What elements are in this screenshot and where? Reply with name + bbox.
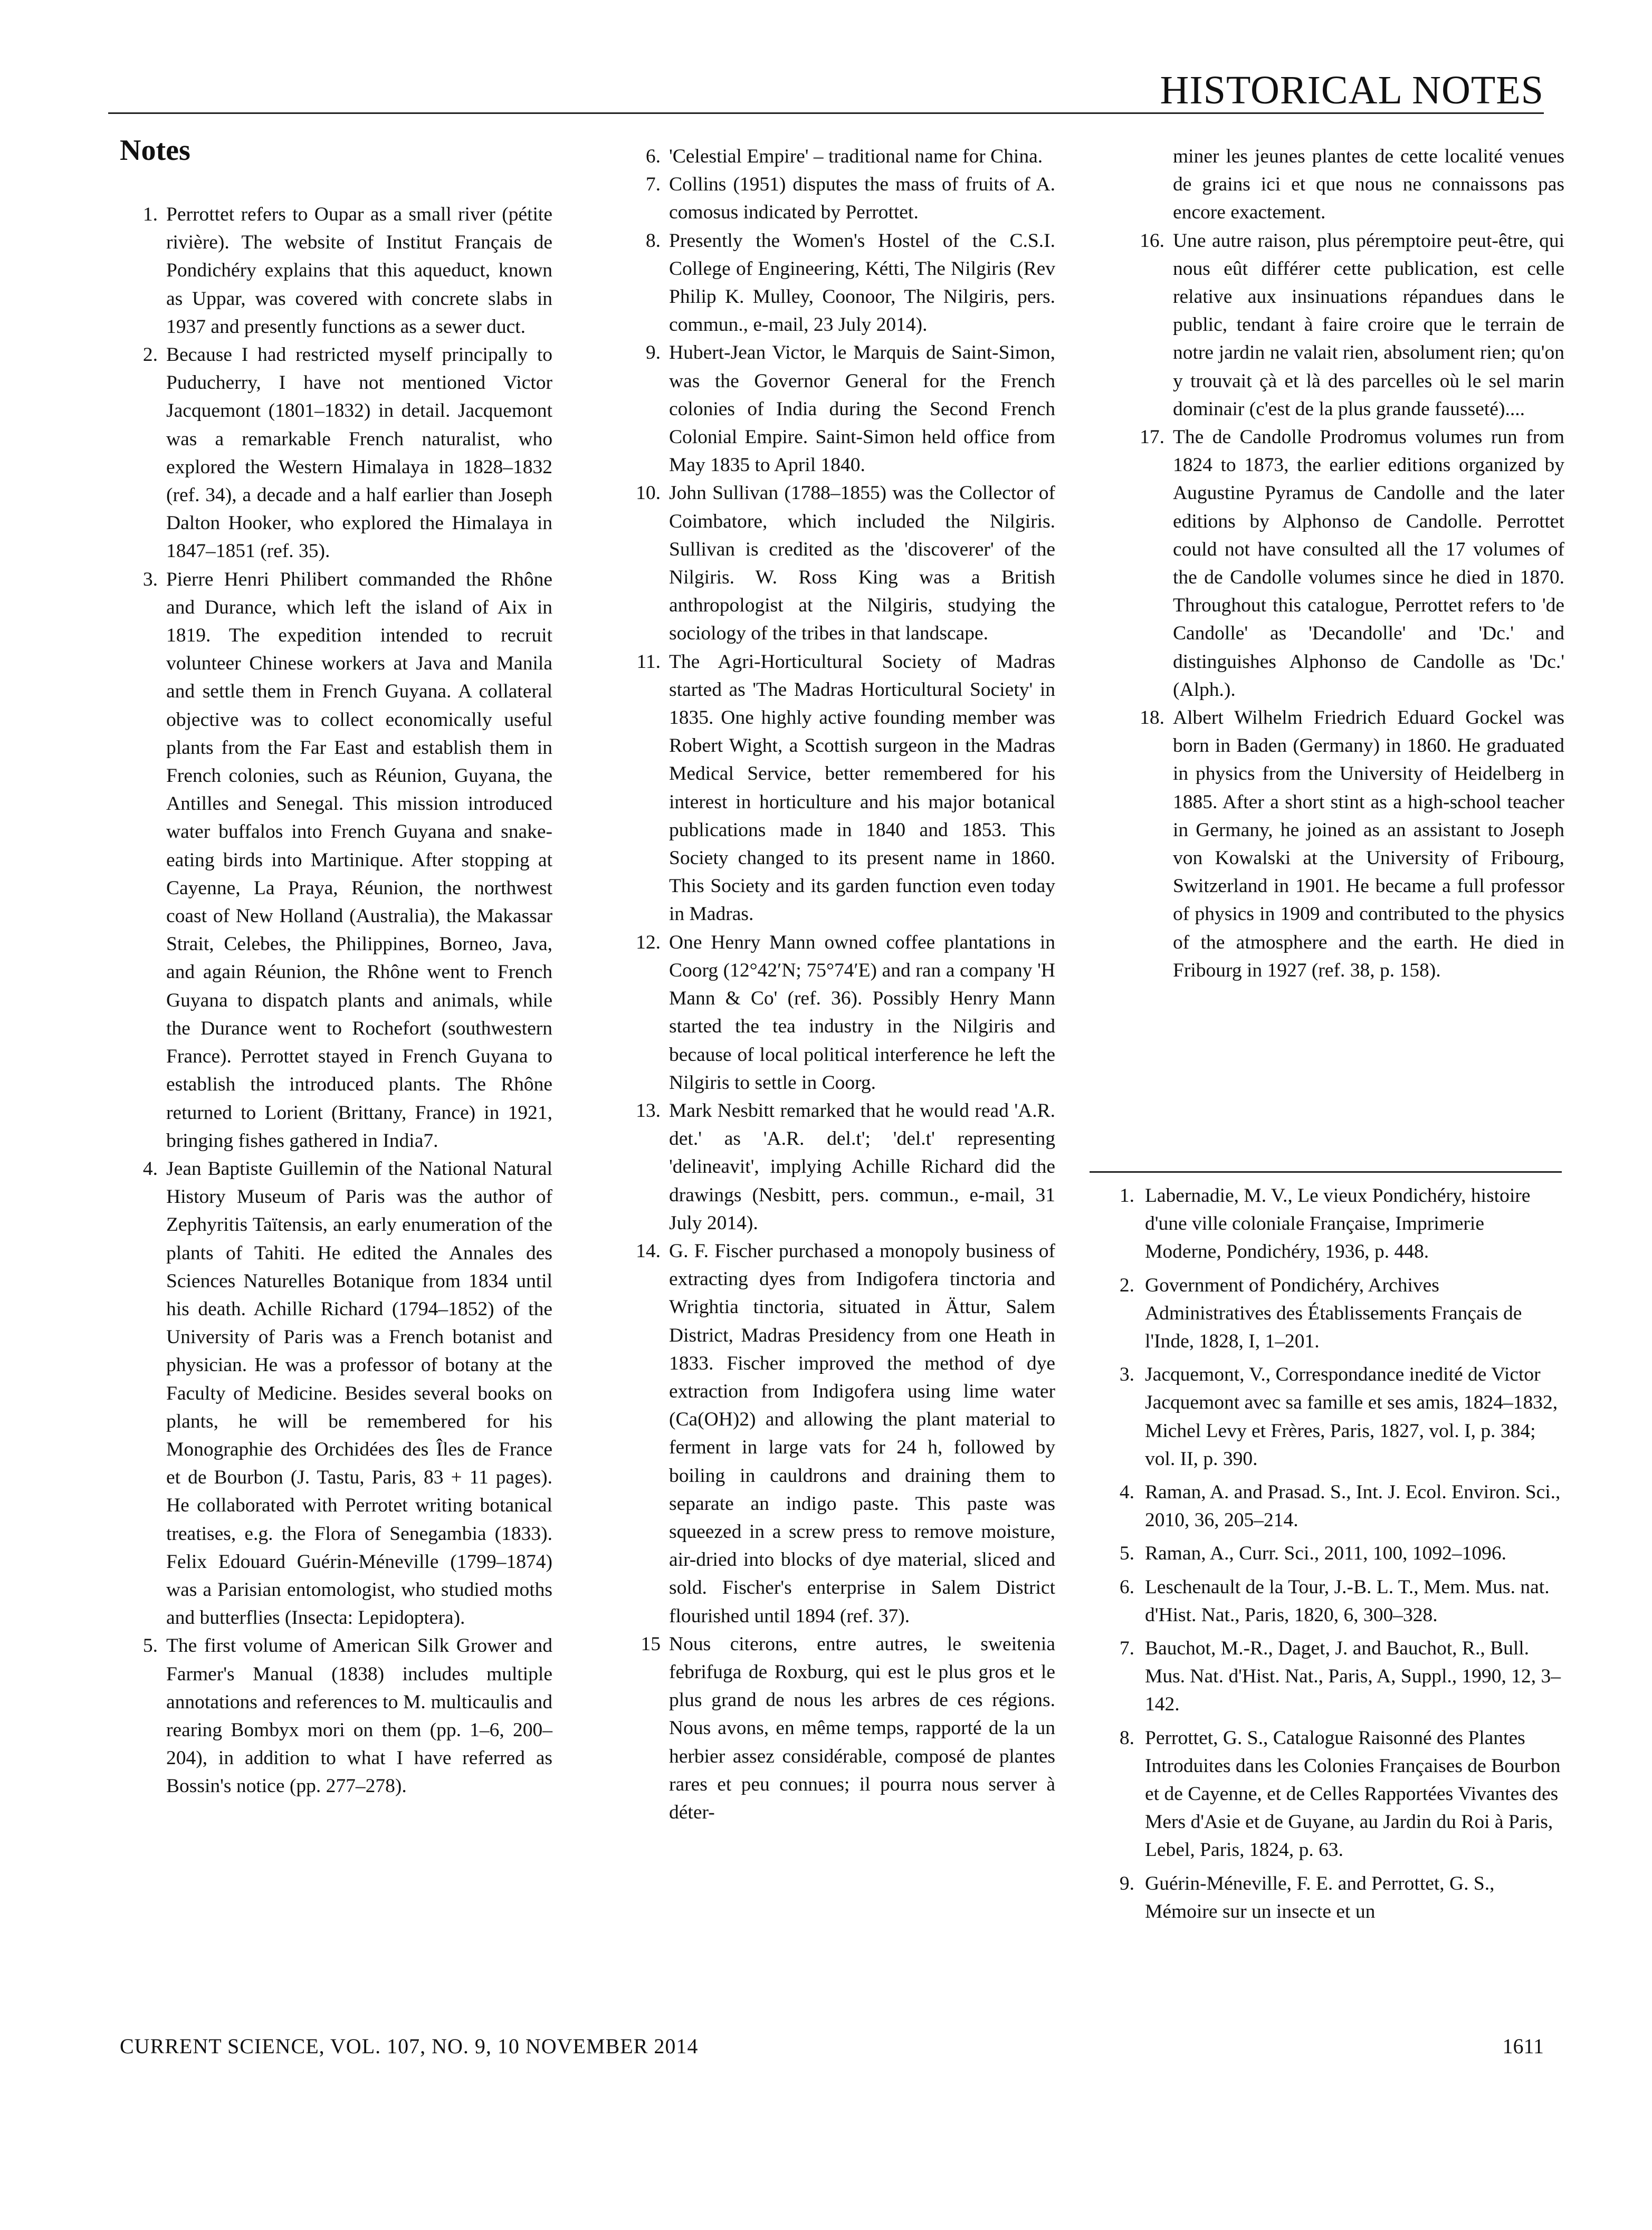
left-column: [120, 200, 552, 1801]
note-item: [120, 341, 552, 566]
note-text: Collins (1951) disputes the mass of fruits of A. comosus indicated by Perrottet.: [669, 174, 1055, 224]
note-text: Nous citerons, entre autres, le sweitenia febrifuga de Roxburg, qui est le plus gros et le plus grand de nous les arbres de ces régions. Nous avons, en même temps, rapporté de la un herbier assez considérable, composé de plantes rares et peu connues; il pourra nous server à déter-: [669, 1633, 1055, 1823]
reference-number: 6.: [1119, 1576, 1134, 1598]
note-item: [623, 142, 1055, 170]
reference-number: 2.: [1119, 1274, 1134, 1296]
note-text: John Sullivan (1788–1855) was the Collector of Coimbatore, which included the Nilgiris. Sullivan is credited as the 'discoverer' of the Nilgiris. W. Ross King was a British anthropologist at the Nilgiris, studying the sociology of the tribes in that landscape.: [669, 482, 1055, 645]
note-item: [120, 1632, 552, 1800]
note-number: 14.: [636, 1240, 661, 1262]
note-number: 11.: [636, 650, 661, 673]
note-item: [623, 1237, 1055, 1630]
note-number: 10.: [636, 482, 661, 504]
note-item: [623, 648, 1055, 929]
reference-item: [1103, 1361, 1562, 1473]
note-text: Because I had restricted myself principally to Puducherry, I have not mentioned Victor Jacquemont (1801–1832) in detail. Jacquemont was a remarkable French naturalist, who explored the Western Himalaya in 1828–1832 (ref. 34), a decade and a half earlier than Joseph Dalton Hooker, who explored the Himalaya in 1847–1851 (ref. 35).: [166, 344, 552, 562]
reference-item: [1103, 1870, 1562, 1926]
note-text: Une autre raison, plus péremptoire peut-être, qui nous eût différer cette publication, est celle relative aux insinuations répandues dans le public, tendant à faire croire que le terrain de notre jardin ne valait rien, absolument rien; qu'on y trouvait çà et là des parcelles où le sel marin dominair (c'est de la plus grande fausseté)....: [1173, 229, 1564, 420]
reference-text: Labernadie, M. V., Le vieux Pondichéry, histoire d'une ville coloniale Française, Imprimerie Moderne, Pondichéry, 1936, p. 448.: [1145, 1185, 1531, 1263]
note-item: [623, 929, 1055, 1097]
reference-text: Raman, A. and Prasad. S., Int. J. Ecol. Environ. Sci., 2010, 36, 205–214.: [1145, 1481, 1561, 1532]
note-number: 12.: [636, 931, 661, 953]
right-column: [1126, 142, 1564, 984]
note-number: 15: [641, 1633, 661, 1655]
note-number: 13.: [636, 1099, 661, 1122]
note-number: 4.: [142, 1157, 158, 1180]
note-text: One Henry Mann owned coffee plantations in Coorg (12°42′N; 75°74′E) and ran a company 'H Mann & Co' (ref. 36). Possibly Henry Mann started the tea industry in the Nilgiris and because of local political interference he left the Nilgiris to settle in Coorg.: [669, 931, 1055, 1094]
reference-number: 4.: [1119, 1481, 1134, 1504]
reference-text: Jacquemont, V., Correspondance inedité de Victor Jacquemont avec sa famille et ses amis, 1824–1832, Michel Levy et Frères, Paris, 1827, vol. I, p. 384; vol. II, p. 390.: [1145, 1364, 1558, 1470]
note-item: [623, 479, 1055, 647]
note-number: 7.: [645, 174, 661, 196]
reference-item: [1103, 1478, 1562, 1534]
note-text: Perrottet refers to Oupar as a small river (pétite rivière). The website of Institut Français de Pondichéry explains that this aqueduct, known as Uppar, was covered with concrete slabs in 1937 and presently functions as a sewer duct.: [166, 204, 552, 338]
middle-column: [623, 142, 1055, 1826]
note-item: [623, 1630, 1055, 1826]
reference-number: 1.: [1119, 1185, 1134, 1207]
note-continuation: miner les jeunes plantes de cette localité venues de grains ici et que nous ne connaissons pas encore exactement.: [1173, 146, 1564, 224]
note-text: Mark Nesbitt remarked that he would read 'A.R. det.' as 'A.R. del.t'; 'del.t' representing 'delineavit', implying Achille Richard did the drawings (Nesbitt, pers. commun., e-mail, 31 July 2014).: [669, 1099, 1055, 1234]
note-number: 5.: [142, 1635, 158, 1657]
reference-text: Guérin-Méneville, F. E. and Perrottet, G. S., Mémoire sur un insecte et un: [1145, 1872, 1495, 1922]
note-item: [623, 1097, 1055, 1237]
references-rule: [1090, 1171, 1562, 1173]
note-number: 18.: [1140, 707, 1164, 729]
reference-number: 7.: [1119, 1638, 1134, 1660]
reference-item: [1103, 1539, 1562, 1567]
reference-text: Bauchot, M.-R., Daget, J. and Bauchot, R., Bull. Mus. Nat. d'Hist. Nat., Paris, A, Suppl., 1990, 12, 3–142.: [1145, 1638, 1561, 1716]
note-number: 6.: [645, 146, 661, 167]
note-item: [120, 566, 552, 1155]
note-text: Pierre Henri Philibert commanded the Rhône and Durance, which left the island of Aix in 1819. The expedition intended to recruit volunteer Chinese workers at Java and Manila and settle them in French Guyana. A collateral objective was to collect economically useful plants from the Far East and establish them in French colonies, such as Réunion, Guyana, the Antilles and Senegal. This mission introduced water buffalos into French Guyana and snake-eating birds into Martinique. After stopping at Cayenne, La Praya, Réunion, the northwest coast of New Holland (Australia), the Makassar Strait, Celebes, the Philippines, Borneo, Java, and again Réunion, the Rhône went to French Guyana to dispatch plants and animals, while the Durance went to Rochefort (southwestern France). Perrottet stayed in French Guyana to establish the introduced plants. The Rhône returned to Lorient (Brittany, France) in 1921, bringing fishes gathered in India7.: [166, 568, 552, 1152]
reference-text: Government of Pondichéry, Archives Administratives des Établissements Français de l'Inde, 1828, I, 1–201.: [1145, 1274, 1522, 1353]
reference-item: [1103, 1182, 1562, 1266]
note-item: [1126, 704, 1564, 984]
note-text: Jean Baptiste Guillemin of the National Natural History Museum of Paris was the author of Zephyritis Taïtensis, an early enumeration of the plants of Tahiti. He edited the Annales des Sciences Naturelles Botanique from 1834 until his death. Achille Richard (1794–1852) of the University of Paris was a French botanist and physician. He was a professor of botany at the Faculty of Medicine. Besides several books on plants, he will be remembered for his Monographie des Orchidées des Îles de France et de Bourbon (J. Tastu, Paris, 83 + 11 pages). He collaborated with Perrotet writing botanical treatises, e.g. the Flora of Senegambia (1833). Felix Edouard Guérin-Méneville (1799–1874) was a Parisian entomologist, who studied moths and butterflies (Insecta: Lepidoptera).: [166, 1157, 552, 1629]
note-number: 16.: [1140, 229, 1164, 252]
reference-text: Leschenault de la Tour, J.-B. L. T., Mem. Mus. nat. d'Hist. Nat., Paris, 1820, 6, 300–328.: [1145, 1576, 1550, 1626]
page-number: 1611: [1502, 2034, 1544, 2058]
note-item: [623, 170, 1055, 226]
note-text: The Agri-Horticultural Society of Madras started as 'The Madras Horticultural Society' in 1835. One highly active founding member was Robert Wight, a Scottish surgeon in the Madras Medical Service, better remembered for his interest in horticulture and his major botanical publications made in 1840 and 1853. This Society changed to its present name in 1860. This Society and its garden function even today in Madras.: [669, 650, 1055, 925]
note-text: 'Celestial Empire' – traditional name for China.: [669, 146, 1043, 167]
note-number: 8.: [645, 229, 661, 252]
note-number: 1.: [142, 204, 158, 225]
note-item: [120, 1155, 552, 1632]
note-item: [1126, 227, 1564, 423]
reference-item: [1103, 1573, 1562, 1629]
note-text: Hubert-Jean Victor, le Marquis de Saint-Simon, was the Governor General for the French colonies of India during the Second French Colonial Empire. Saint-Simon held office from May 1835 to April 1840.: [669, 342, 1055, 476]
note-text: Albert Wilhelm Friedrich Eduard Gockel was born in Baden (Germany) in 1860. He graduated in physics from the University of Heidelberg in 1885. After a short stint as a high-school teacher in Germany, he joined as an assistant to Joseph von Kowalski at the University of Fribourg, Switzerland in 1901. He became a full professor of physics in 1909 and contributed to the physics of the atmosphere and the earth. He died in Fribourg in 1927 (ref. 38, p. 158).: [1173, 707, 1564, 981]
note-number: 2.: [142, 344, 158, 366]
note-text: The de Candolle Prodromus volumes run from 1824 to 1873, the earlier editions organized by Augustine Pyramus de Candolle and the later editions by Alphonso de Candolle. Perrottet could not have consulted all the 17 volumes of the de Candolle volumes since he died in 1870. Throughout this catalogue, Perrottet refers to 'de Candolle' as 'Decandolle' and 'Dc.' and distinguishes Alphonso de Candolle as 'Dc.' (Alph.).: [1173, 426, 1564, 701]
reference-item: [1103, 1724, 1562, 1864]
note-number: 3.: [142, 568, 158, 590]
notes-heading: Notes: [120, 134, 190, 167]
reference-text: Raman, A., Curr. Sci., 2011, 100, 1092–1096.: [1145, 1543, 1507, 1565]
reference-number: 3.: [1119, 1364, 1134, 1386]
note-text: G. F. Fischer purchased a monopoly business of extracting dyes from Indigofera tinctoria and Wrightia tinctoria, situated in Ättur, Salem District, Madras Presidency from one Heath in 1833. Fischer improved the method of dye extraction from Indigofera using lime water (Ca(OH)2) and allowing the plant material to ferment in large vats for 24 h, followed by boiling in cauldrons and draining them to separate an indigo paste. This paste was squeezed in a screw press to remove moisture, air-dried into blocks of dye material, sliced and sold. Fischer's enterprise in Salem District flourished until 1894 (ref. 37).: [669, 1240, 1055, 1627]
reference-number: 5.: [1119, 1543, 1134, 1565]
note-item: [1126, 423, 1564, 704]
note-text: Presently the Women's Hostel of the C.S.I. College of Engineering, Kétti, The Nilgiris (Rev Philip K. Mulley, Coonoor, The Nilgiris, pers. commun., e-mail, 23 July 2014).: [669, 229, 1055, 336]
note-number: 9.: [645, 342, 661, 364]
note-item: [120, 200, 552, 341]
note-item: [623, 339, 1055, 479]
journal-citation: CURRENT SCIENCE, VOL. 107, NO. 9, 10 NOVEMBER 2014: [120, 2034, 699, 2058]
header-rule: [108, 112, 1544, 114]
reference-number: 9.: [1119, 1872, 1134, 1894]
note-item: [623, 227, 1055, 339]
reference-item: [1103, 1634, 1562, 1719]
note-text: The first volume of American Silk Grower and Farmer's Manual (1838) includes multiple annotations and references to M. multicaulis and rearing Bombyx mori on them (pp. 1–6, 200–204), in addition to what I have referred as Bossin's notice (pp. 277–278).: [166, 1635, 552, 1797]
section-title: HISTORICAL NOTES: [1160, 68, 1544, 112]
reference-item: [1103, 1271, 1562, 1356]
references-list: [1103, 1182, 1562, 1931]
reference-number: 8.: [1119, 1727, 1134, 1749]
reference-text: Perrottet, G. S., Catalogue Raisonné des Plantes Introduites dans les Colonies Françaises de Bourbon et de Cayenne, et de Celles Rapportées Vivantes des Mers d'Asie et de Guyane, au Jardin du Roi à Paris, Lebel, Paris, 1824, p. 63.: [1145, 1727, 1561, 1861]
note-number: 17.: [1140, 426, 1164, 448]
